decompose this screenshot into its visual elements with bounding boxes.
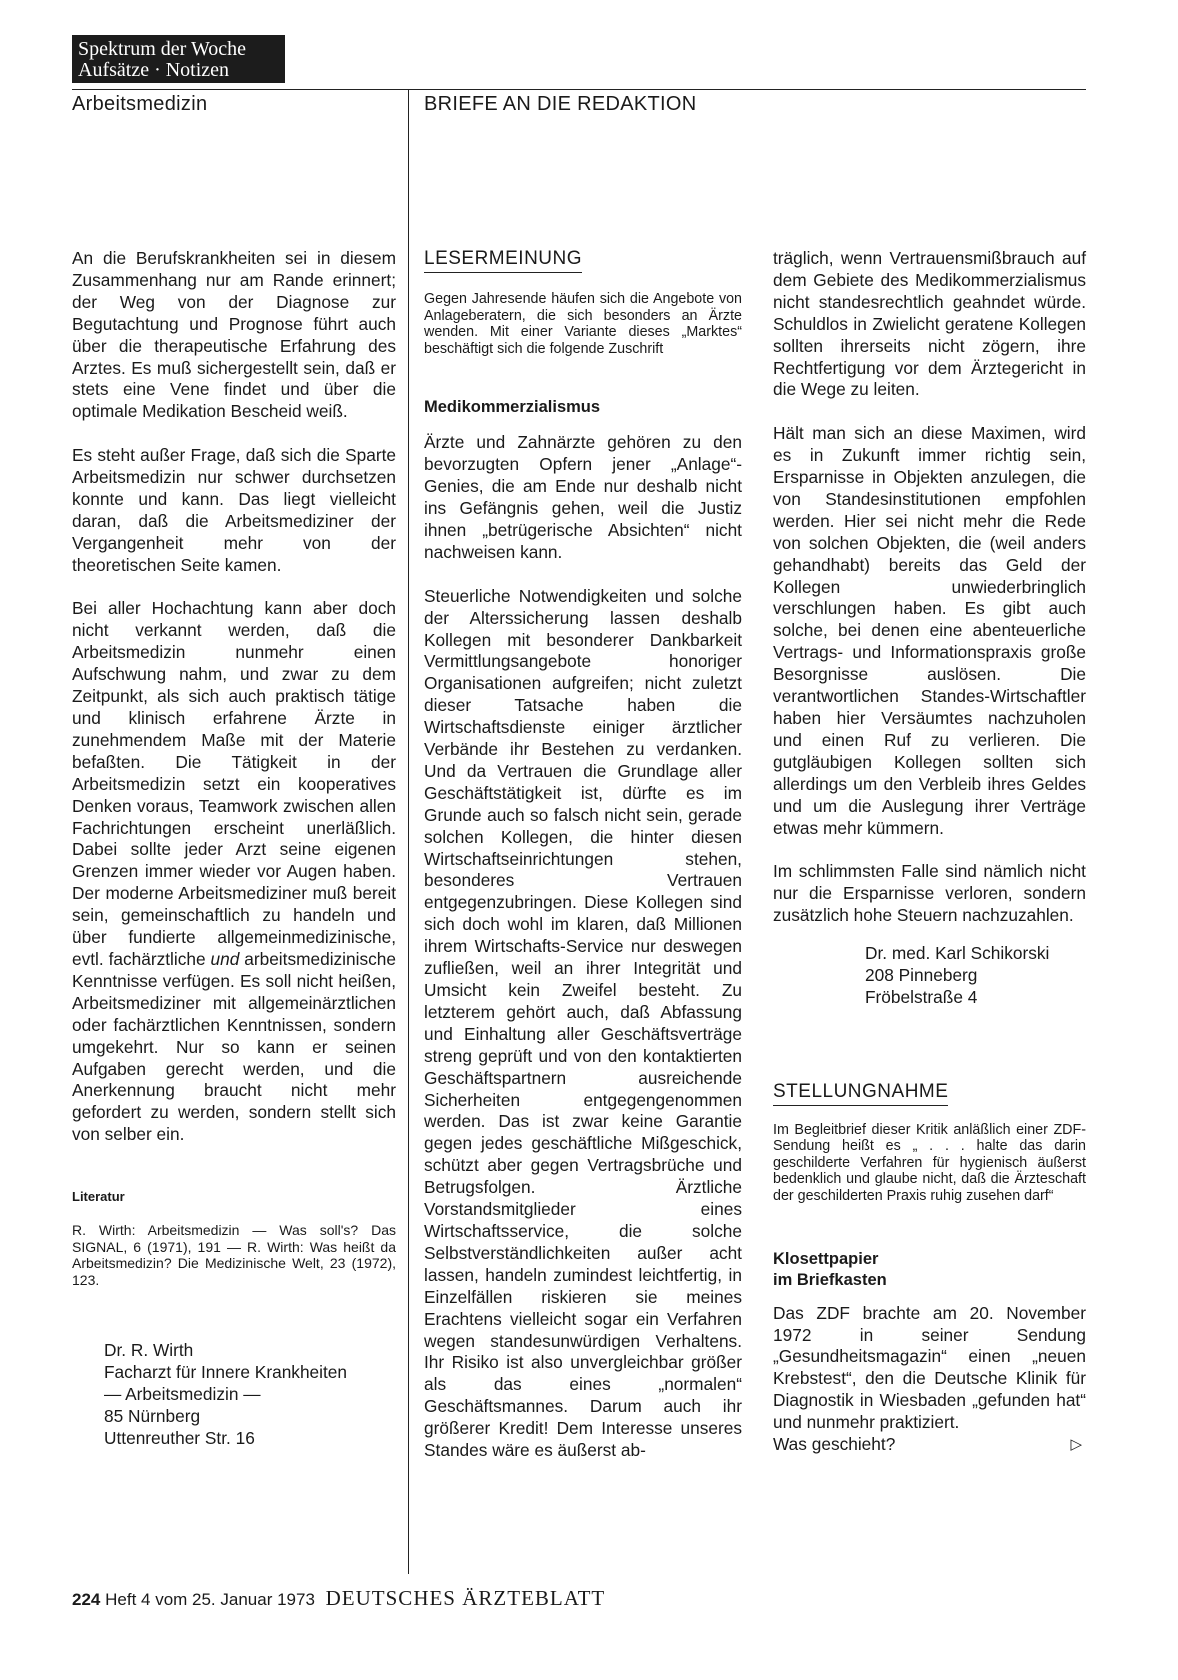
signature-line: Facharzt für Innere Krankheiten (104, 1362, 348, 1383)
rubric-stellungnahme: STELLUNGNAHME (773, 1081, 948, 1106)
right-paragraph-1: träglich, wenn Vertrauensmißbrauch auf dem Gebiete des Medikommerzialismus nicht standesrechtlich geahndet würde. Schuldlos in Zwielicht geratene Kollegen sollten ihrerseits nicht zögern, ihre Rechtfertigung vor dem Ärztegericht in die Wege zu leiten. (773, 248, 1086, 400)
badge-line-1: Spektrum der Woche (78, 38, 246, 60)
left-column (72, 248, 396, 1450)
badge-line-2: Aufsätze · Notizen (78, 59, 230, 81)
right-last-line-text: Was geschieht? (773, 1434, 896, 1455)
magazine-name: DEUTSCHES ÄRZTEBLATT (325, 1586, 606, 1610)
top-rule (72, 89, 1086, 90)
page-number: 224 (72, 1590, 101, 1609)
right-intro: Im Begleitbrief dieser Kritik anläßlich einer ZDF-Sendung heißt es „ . . . halte das darin geschilderte Verfahren für hygienisch äußerst bedenklich und glaube nicht, daß die Ärzteschaft der geschilderten Praxis ruhig zusehen darf“ (773, 1121, 1086, 1205)
left-paragraph-3-end: arbeitsmedizinische Kenntnisse verfügen. Es soll nicht heißen, Arbeitsmediziner mit allgemeinärztlichen oder fachärztlichen Kenntnissen, sondern umgekehrt. Nur so kann er seinen Aufgaben gerecht werden, und die Anerkennung braucht nicht mehr gefordert zu werden, sondern stellt sich von selber ein. (72, 948, 396, 1145)
middle-column (424, 248, 742, 1484)
signature-line: 85 Nürnberg (104, 1406, 201, 1427)
left-paragraph-1: An die Berufskrankheiten sei in diesem Zusammenhang nur am Rande erinnert; der Weg von der Diagnose zur Begutachtung und Prognose führt auch über die therapeutische Erfahrung des Arztes. Es muß sichergestellt sein, daß er stets eine Vene findet und über die optimale Medikation Bescheid weiß. (72, 248, 396, 422)
middle-intro: Gegen Jahresende häufen sich die Angebote von Anlageberatern, die sich besonders an Ärzte wenden. Mit einer Variante dieses „Marktes“ beschäftigt sich die folgende Zuschrift (424, 291, 742, 357)
signature-line: Dr. R. Wirth (104, 1340, 194, 1361)
middle-paragraph-2: Steuerliche Notwendigkeiten und solche der Alterssicherung lassen deshalb Kollegen mit besonderer Dankbarkeit Vermittlungsangebote honoriger Organisationen aufgreifen; nicht zuletzt dieser Tatsache haben die Wirtschaftsdienste einiger ärztlicher Verbände ihr Bestehen zu verdanken. Und da Vertrauen die Grundlage aller Geschäftstätigkeit ist, dürfte es im Grunde auch so falsch nicht sein, gerade solchen Kollegen, die hinter diesen Wirtschaftseinrichtungen stehen, besonderes Vertrauen entgegenzubringen. Diese Kollegen sind sich doch wohl im klaren, daß Millionen ihrem Wirtschafts-Service nur deswegen zufließen, weil an ihrer Integrität und Umsicht kein Zweifel besteht. Zu letzterem gehört auch, daß Abfassung und Einhaltung aller Geschäftsverträge streng geprüft und von den kontaktierten Geschäftspartnern ausreichende Sicherheiten entgegengenommen werden. Das ist zwar keine Garantie gegen jedes geschäftliche Mißgeschick, schützt aber gegen Vertragsbrüche und Betrugsfolgen. Ärztliche Vorstandsmitglieder eines Wirtschaftsservice, die solche Selbstverständlichkeiten außer acht lassen, handeln zumindest leichtfertig, in Einzelfällen riskieren sie meines Erachtens vielleicht sogar ein Verfahren wegen standesunwürdigen Verhaltens. Ihr Risiko ist also unvergleichbar größer als das eines „normalen“ Geschäftsmannes. Darum auch ihr größerer Kredit! Dem Interesse unseres Standes wäre es äußerst ab- (424, 585, 742, 1461)
signature-line: — Arbeitsmedizin — (104, 1384, 261, 1405)
issue-info: Heft 4 vom 25. Januar 1973 (105, 1590, 315, 1609)
middle-paragraph-1: Ärzte und Zahnärzte gehören zu den bevorzugten Opfern jener „Anlage“-Genies, die am Ende nur deshalb nicht ins Gefängnis gehen, weil die Justiz ihnen „betrügerische Absichten“ nicht nachweisen kann. (424, 432, 742, 562)
section-title-right: BRIEFE AN DIE REDAKTION (424, 93, 697, 115)
signature-line: 208 Pinneberg (865, 964, 978, 985)
signature-line: Fröbelstraße 4 (865, 986, 978, 1007)
left-paragraph-3 (72, 598, 396, 1146)
signature-line: Uttenreuther Str. 16 (104, 1428, 255, 1449)
left-signature (72, 1340, 396, 1450)
column-divider (408, 89, 409, 1574)
page-footer (72, 1586, 605, 1611)
rubric-lesermeinung: LESERMEINUNG (424, 248, 582, 273)
left-paragraph-3-italic: und (210, 948, 240, 969)
literature-text: R. Wirth: Arbeitsmedizin — Was soll's? Das SIGNAL, 6 (1971), 191 — R. Wirth: Was heißt da Arbeitsmedizin? Die Medizinische Welt, 23 (1972), 123. (72, 1222, 396, 1288)
left-paragraph-2: Es steht außer Frage, daß sich die Sparte Arbeitsmedizin nur schwer durchsetzen konnte und kann. Das liegt vielleicht daran, daß die Arbeitsmediziner der Vergangenheit mehr von der theoretischen Seite kamen. (72, 445, 396, 575)
signature-line: Dr. med. Karl Schikorski (865, 942, 1050, 963)
literature-heading: Literatur (72, 1189, 125, 1205)
heading-line-1: Klosettpapier (773, 1249, 879, 1268)
right-signature (773, 943, 1086, 1009)
right-article-heading (773, 1249, 1086, 1291)
right-column (773, 248, 1086, 1456)
continue-arrow-icon: ▷ (1070, 1436, 1082, 1454)
section-title-left: Arbeitsmedizin (72, 93, 208, 115)
right-paragraph-3: Im schlimmsten Falle sind nämlich nicht nur die Ersparnisse verloren, sondern zusätzlich hohe Steuern nachzuzahlen. (773, 861, 1086, 926)
section-badge (72, 35, 285, 83)
right-paragraph-4: Das ZDF brachte am 20. November 1972 in seiner Sendung „Gesundheitsmagazin“ einen „neuen Krebstest“, den die Deutsche Klinik für Diagnostik in Wiesbaden „gefunden hat“ und nunmehr praktiziert. (773, 1302, 1086, 1433)
right-paragraph-2: Hält man sich an diese Maximen, wird es in Zukunft immer richtig sein, Ersparnisse in Objekten anzulegen, die von Standesinstitutionen empfohlen werden. Hier sei nicht mehr die Rede von solchen Objekten, die (weil anders gehandhabt) bereits das Geld der Kollegen unwiederbringlich verschlungen haben. Es gibt auch solche, bei denen eine abenteuerliche Vertrags- und Informationspraxis große Besorgnisse auslösen. Die verantwortlichen Standes-Wirtschaftler haben hier Versäumtes nachzuholen und einen Ruf zu verlieren. Die gutgläubigen Kollegen sollten sich allerdings um den Verbleib ihres Geldes und um die Auslegung ihrer Verträge etwas mehr kümmern. (773, 423, 1086, 838)
right-last-line (773, 1434, 1086, 1456)
heading-line-2: im Briefkasten (773, 1270, 887, 1289)
left-paragraph-3-start: Bei aller Hochachtung kann aber doch nicht verkannt werden, daß die Arbeitsmedizin nunmehr einen Aufschwung nahm, und zwar zu dem Zeitpunkt, als sich auch praktisch tätige und klinisch erfahrene Ärzte in zunehmendem Maße mit der Materie befaßten. Die Tätigkeit in der Arbeitsmedizin setzt ein kooperatives Denken voraus, Teamwork zwischen allen Fachrichtungen erscheint unerläßlich. Dabei sollte jeder Arzt seine eigenen Grenzen immer wieder vor Augen haben. Der moderne Arbeitsmediziner muß bereit sein, gemeinschaftlich zu handeln und über fundierte allgemeinmedizinische, evtl. fachärztliche (72, 598, 396, 969)
article-heading: Medikommerzialismus (424, 398, 601, 417)
